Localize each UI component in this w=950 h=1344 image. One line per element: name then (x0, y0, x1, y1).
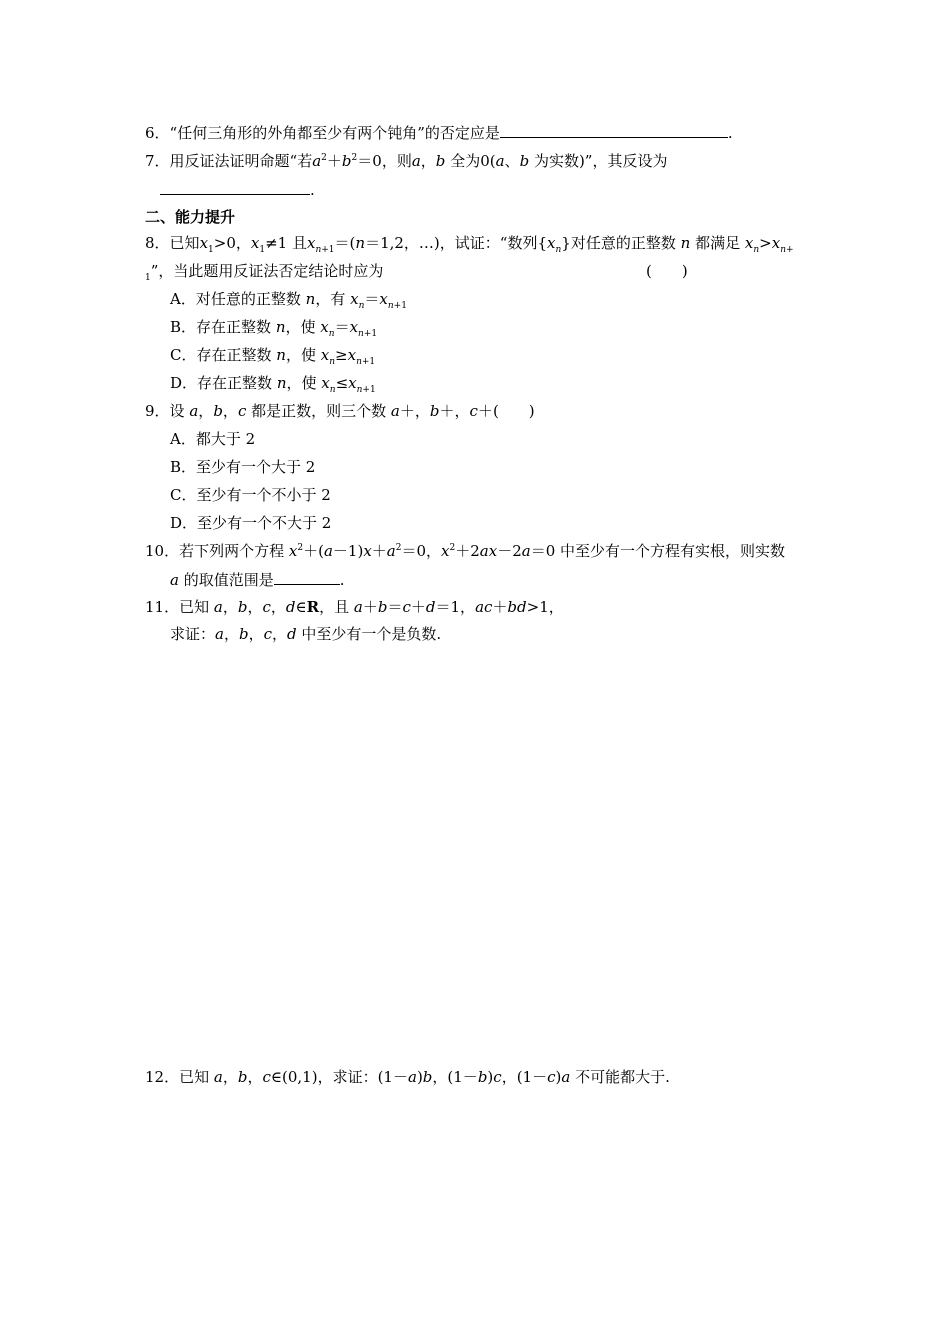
option-8c[interactable]: C．存在正整数 n，使 $x_n\ge x_{n+1}$ (170, 346, 376, 367)
question-7-answer-line: . (160, 179, 315, 200)
option-8a[interactable]: A．对任意的正整数 n，有 $x_n=x_{n+1}$ (170, 290, 407, 311)
question-9: 9．设 a，b，c 都是正数，则三个数 a＋，b＋，c＋( ) (145, 402, 535, 420)
question-12: 12．已知 a，b，c∈(0,1)，求证：(1－a)b，(1－b)c，(1－c)a 不可能都大于. (145, 1068, 670, 1086)
answer-blank-7[interactable] (160, 179, 310, 195)
option-8b[interactable]: B．存在正整数 n，使 $x_n=x_{n+1}$ (170, 318, 378, 339)
question-8: 8．已知$x_1>0$，$x_1\ne 1$ 且$x_{n+1}=(n=1,2$，…)，试证：“数列$\{x_n\}$对任意的正整数 n 都满足 $x_n>x_{n+}$ (145, 234, 794, 255)
option-8d[interactable]: D．存在正整数 n，使 $x_n\le x_{n+1}$ (170, 374, 376, 395)
answer-paren-8[interactable]: ( ) (646, 262, 688, 280)
answer-blank-6[interactable] (500, 122, 728, 138)
option-9c[interactable]: C．至少有一个不小于 2 (170, 486, 331, 504)
option-9a[interactable]: A．都大于 2 (170, 430, 256, 448)
answer-paren-9[interactable]: ( ) (492, 402, 535, 420)
question-6: 6．“任何三角形的外角都至少有两个钝角”的否定应是 . (145, 124, 733, 142)
question-11-cont: 求证：a，b，c，d 中至少有一个是负数. (170, 625, 442, 643)
question-7: 7．用反证法证明命题“若$a^2+b^2=0$，则a，b 全为0(a、b 为实数)”，其反设为 (145, 152, 668, 170)
answer-blank-10[interactable] (274, 569, 340, 585)
question-11: 11．已知 a，b，c，d∈R，且 a＋b＝c＋d＝1，ac＋bd>1， (145, 598, 564, 616)
question-8-cont: $_1$”，当此题用反证法否定结论时应为 (145, 262, 384, 283)
question-10-cont: a 的取值范围是 . (170, 571, 345, 589)
section-title: 二、能力提升 (145, 208, 236, 226)
option-9b[interactable]: B．至少有一个大于 2 (170, 458, 316, 476)
option-9d[interactable]: D．至少有一个不大于 2 (170, 514, 332, 532)
question-10: 10．若下列两个方程 $x^2+(a-1)x+a^2=0$，$x^2+2ax-2a=0$ 中至少有一个方程有实根，则实数 (145, 542, 786, 560)
